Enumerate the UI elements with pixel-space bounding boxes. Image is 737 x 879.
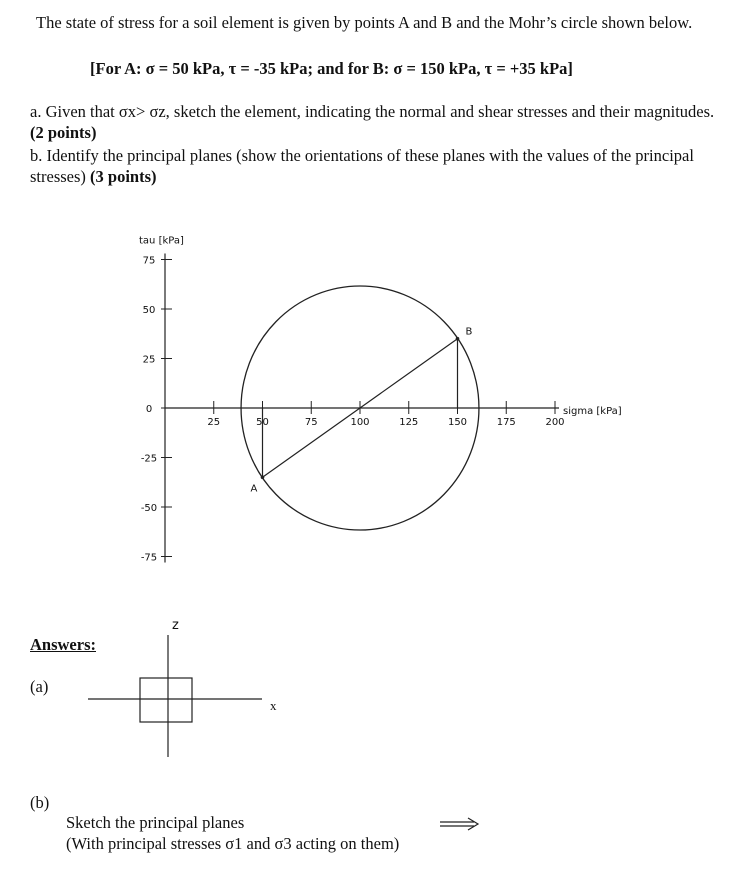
- sigma-tick-label: 50: [256, 417, 269, 428]
- tau-tick-label: 75: [142, 255, 156, 267]
- x-axis-label: x: [270, 698, 277, 713]
- given-values: [For A: σ = 50 kPa, τ = -35 kPa; and for B: σ = 150 kPa, τ = +35 kPa]: [90, 59, 573, 78]
- tau-tick-label: 50: [142, 305, 156, 316]
- sigma-tick-label: 25: [207, 417, 221, 428]
- chart-layer: [139, 236, 622, 564]
- point-B-label: B: [465, 326, 473, 338]
- question-b-text: b. Identify the principal planes (show the orientations of these planes with the values of the principal stresses): [30, 146, 694, 186]
- sigma-tick-label: 150: [447, 417, 468, 428]
- sigma-tick-label: 100: [350, 417, 370, 428]
- double-arrow-icon: [440, 818, 478, 830]
- tau-tick-label: -75: [140, 552, 158, 564]
- question-a-text: a. Given that σx> σz, sketch the element, indicating the normal and shear stresses and their magnitudes.: [30, 102, 715, 121]
- sketch-instruction-line1: Sketch the principal planes: [66, 813, 245, 832]
- soil-element-square: [140, 678, 192, 722]
- z-axis-label: z: [172, 618, 179, 633]
- tau-tick-label: -25: [140, 453, 158, 465]
- problem-intro: The state of stress for a soil element is given by points A and B and the Mohr’s circle shown below.: [36, 13, 693, 32]
- sigma-tick-label: 200: [545, 417, 565, 428]
- question-a-points: (2 points): [30, 123, 97, 142]
- question-b-points: (3 points): [90, 167, 157, 186]
- tau-tick-label: 0: [145, 404, 153, 415]
- sigma-axis-label: sigma [kPa]: [563, 406, 622, 417]
- sigma-tick-label: 175: [496, 417, 516, 428]
- tau-axis-label: tau [kPa]: [139, 235, 184, 247]
- tau-tick-label: 25: [142, 354, 156, 366]
- point-B: [456, 337, 460, 341]
- answer-a-label: (a): [30, 677, 49, 696]
- tau-tick-label: -50: [140, 503, 158, 514]
- answer-b-label: (b): [30, 793, 50, 812]
- sketch-instruction-line2: (With principal stresses σ1 and σ3 acting on them): [66, 834, 400, 853]
- sigma-tick-label: 75: [304, 417, 318, 428]
- point-A: [261, 476, 265, 480]
- answers-heading: Answers:: [30, 635, 96, 654]
- element-sketch: [88, 635, 262, 757]
- point-A-label: A: [250, 483, 258, 495]
- sigma-tick-label: 125: [399, 417, 419, 428]
